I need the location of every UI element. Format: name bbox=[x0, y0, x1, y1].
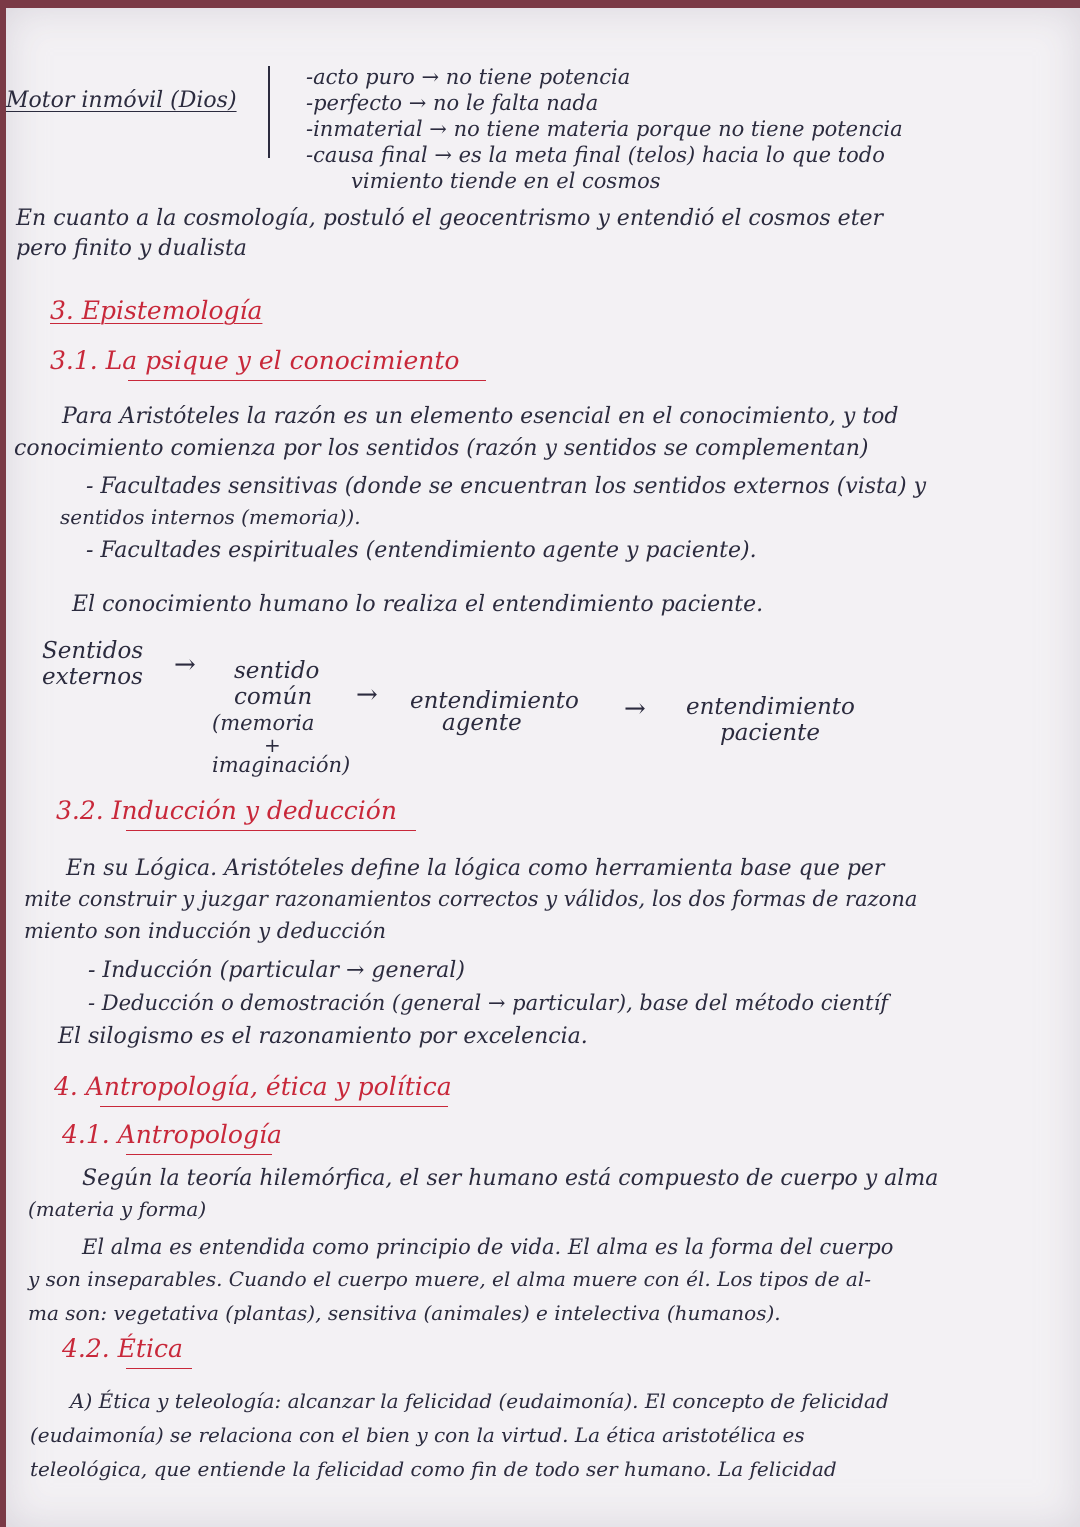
alma-para-line-3: ma son: vegetativa (plantas), sensitiva (animales) e intelectiva (humanos). bbox=[28, 1301, 781, 1325]
motor-label: Motor inmóvil (Dios) bbox=[6, 88, 237, 113]
section-3-2-underline bbox=[126, 830, 416, 831]
section-3-2-title: 3.2. Inducción y deducción bbox=[56, 796, 397, 825]
cosmologia-line-2: pero finito y dualista bbox=[16, 236, 247, 261]
cosmologia-line-1: En cuanto a la cosmología, postuló el geocentrismo y entendió el cosmos eter bbox=[16, 206, 884, 231]
etica-para-line-2: (eudaimonía) se relaciona con el bien y con la virtud. La ética aristotélica es bbox=[30, 1423, 805, 1447]
induccion-para-line-1: En su Lógica. Aristóteles define la lógica como herramienta base que per bbox=[66, 856, 885, 881]
diagram-node-paciente-2: paciente bbox=[720, 720, 820, 746]
section-4-2-title: 4.2. Ética bbox=[62, 1334, 183, 1363]
silogismo-line: El silogismo es el razonamiento por excelencia. bbox=[58, 1024, 588, 1049]
motor-item-3: -inmaterial → no tiene materia porque no tiene potencia bbox=[306, 117, 903, 141]
diagram-arrow-3: → bbox=[624, 694, 646, 724]
diagram-node-memoria: (memoria bbox=[212, 711, 315, 735]
etica-para-line-1: A) Ética y teleología: alcanzar la felicidad (eudaimonía). El concepto de felicidad bbox=[70, 1389, 889, 1413]
deduccion-item: - Deducción o demostración (general → particular), base del método científ bbox=[88, 991, 889, 1015]
motor-item-2: -perfecto → no le falta nada bbox=[306, 91, 599, 115]
diagram-arrow-2: → bbox=[356, 680, 378, 710]
diagram-node-imaginacion: imaginación) bbox=[212, 753, 351, 777]
diagram-node-plus: + bbox=[264, 733, 281, 757]
induccion-item: - Inducción (particular → general) bbox=[88, 958, 465, 983]
motor-item-4: -causa final → es la meta final (telos) hacia lo que todo bbox=[306, 143, 885, 167]
etica-para-line-3: teleológica, que entiende la felicidad como fin de todo ser humano. La felicidad bbox=[30, 1457, 837, 1481]
psique-para-line-1: Para Aristóteles la razón es un elemento esencial en el conocimiento, y tod bbox=[62, 404, 899, 429]
section-4-1-underline bbox=[126, 1154, 272, 1155]
antropologia-para-line-1: Según la teoría hilemórfica, el ser humano está compuesto de cuerpo y alma bbox=[82, 1166, 939, 1191]
induccion-para-line-2: mite construir y juzgar razonamientos correctos y válidos, los dos formas de razona bbox=[24, 887, 918, 911]
notebook-page bbox=[6, 8, 1080, 1527]
diagram-node-sentidos-externos-2: externos bbox=[42, 664, 143, 690]
facultades-sensitivas-line-1: - Facultades sensitivas (donde se encuentran los sentidos externos (vista) y bbox=[86, 474, 927, 499]
motor-item-1: -acto puro → no tiene potencia bbox=[306, 65, 631, 89]
section-3-1-title: 3.1. La psique y el conocimiento bbox=[50, 346, 460, 375]
motor-item-5: vimiento tiende en el cosmos bbox=[351, 169, 661, 193]
section-4-1-title: 4.1. Antropología bbox=[62, 1120, 282, 1149]
antropologia-para-line-2: (materia y forma) bbox=[28, 1197, 207, 1221]
alma-para-line-2: y son inseparables. Cuando el cuerpo muere, el alma muere con él. Los tipos de al- bbox=[28, 1267, 871, 1291]
section-4-2-underline bbox=[126, 1368, 192, 1369]
alma-para-line-1: El alma es entendida como principio de vida. El alma es la forma del cuerpo bbox=[82, 1235, 894, 1259]
section-3-1-underline bbox=[128, 380, 486, 381]
diagram-node-agente: entendimiento bbox=[410, 688, 579, 714]
section-3-title: 3. Epistemología bbox=[50, 296, 263, 325]
facultades-espirituales: - Facultades espirituales (entendimiento agente y paciente). bbox=[86, 538, 757, 563]
diagram-arrow-1: → bbox=[174, 650, 196, 680]
psique-para-line-2: conocimiento comienza por los sentidos (razón y sentidos se complementan) bbox=[14, 436, 869, 461]
conocimiento-humano: El conocimiento humano lo realiza el entendimiento paciente. bbox=[72, 592, 764, 617]
diagram-node-paciente: entendimiento bbox=[686, 694, 855, 720]
induccion-para-line-3: miento son inducción y deducción bbox=[24, 919, 387, 943]
diagram-node-sentido-comun-2: común bbox=[234, 684, 313, 710]
section-4-title: 4. Antropología, ética y política bbox=[54, 1072, 452, 1101]
section-4-underline bbox=[100, 1106, 448, 1107]
diagram-node-sentido-comun: sentido bbox=[234, 658, 320, 684]
facultades-sensitivas-line-2: sentidos internos (memoria)). bbox=[60, 505, 361, 529]
diagram-node-agente-2: agente bbox=[442, 710, 522, 736]
motor-brace bbox=[268, 66, 270, 158]
diagram-node-sentidos-externos: Sentidos bbox=[42, 638, 144, 664]
